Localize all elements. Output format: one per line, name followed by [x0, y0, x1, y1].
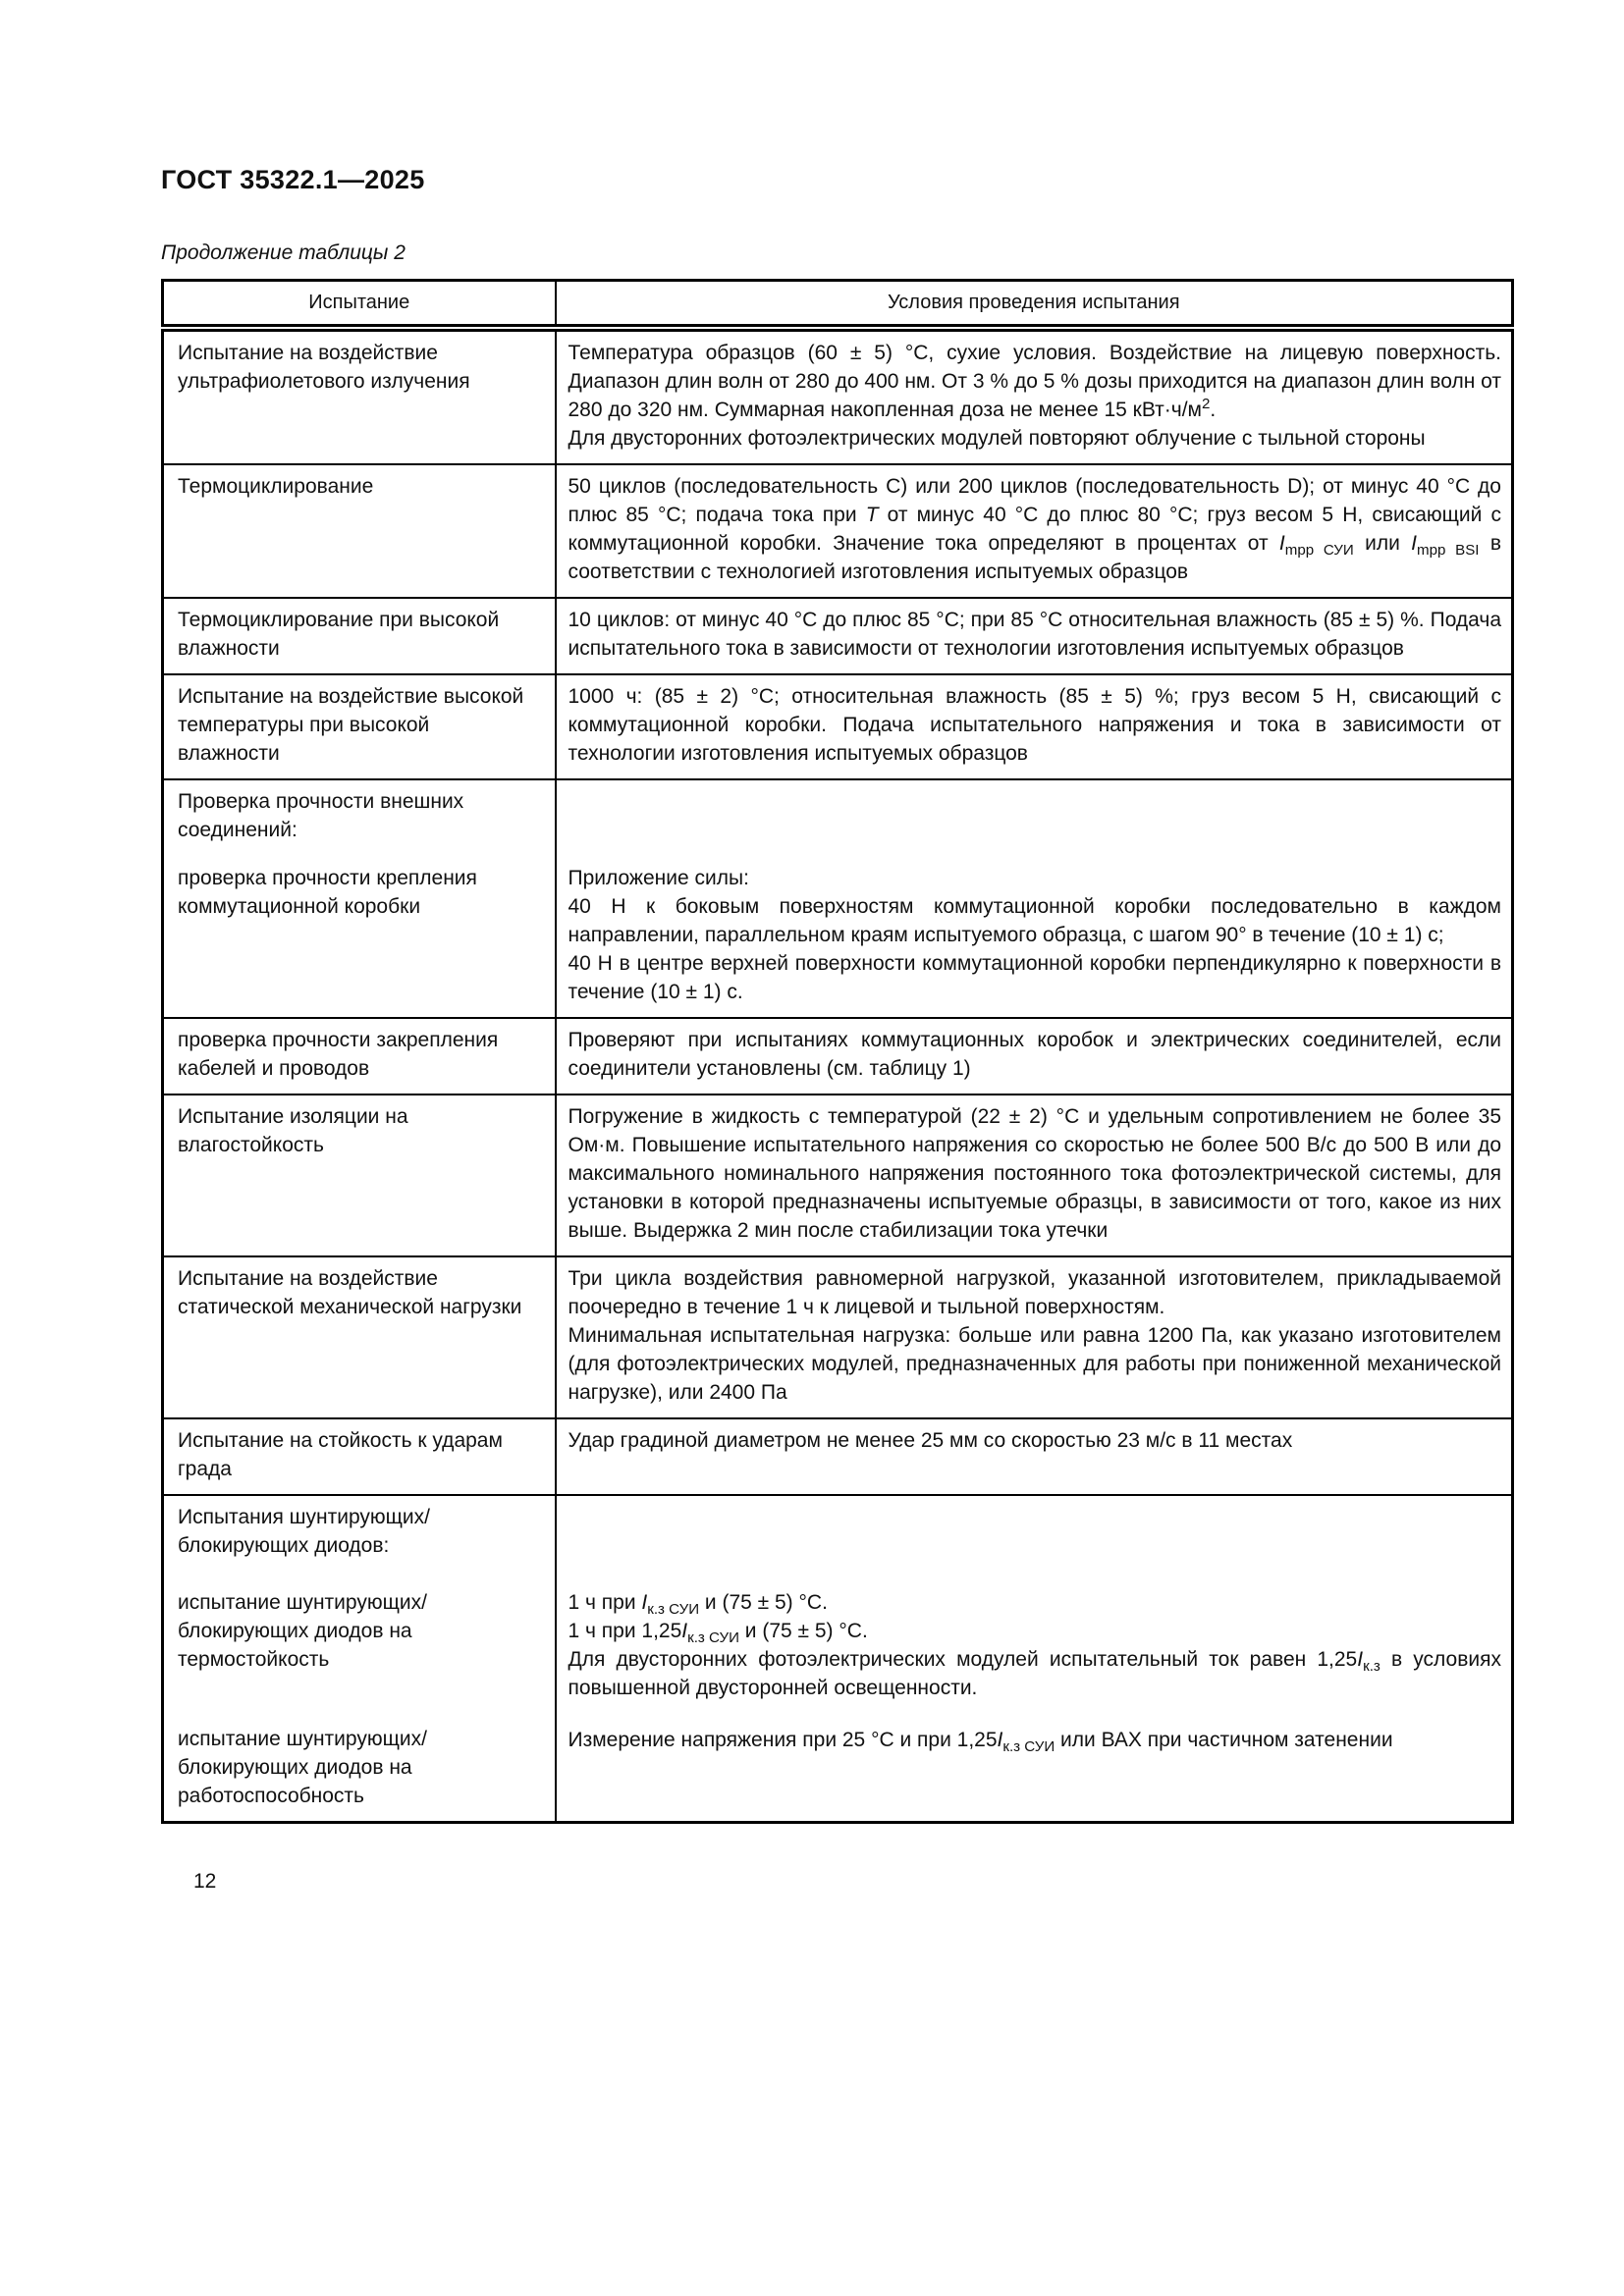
table-header-row — [163, 281, 1513, 329]
table-row-diode-tests — [163, 1495, 1513, 1823]
test-name-cell: Испытание на воздействие высокой температуры при высокой влажности — [163, 674, 556, 779]
table-row-damp-heat — [163, 674, 1513, 779]
test-name-cell: Испытания шунтирующих/блокирующих диодов: испытание шунтирующих/блокирующих диодов на термостойкость испытание шунтирующих/блокирующих диодов на работоспособность — [163, 1495, 556, 1823]
test-name-cell: проверка прочности закрепления кабелей и проводов — [163, 1018, 556, 1095]
column-header-test: Испытание — [163, 281, 556, 329]
standard-number-header: ГОСТ 35322.1—2025 — [161, 165, 425, 194]
test-conditions-cell: Удар градиной диаметром не менее 25 мм со скоростью 23 м/с в 11 местах — [556, 1418, 1513, 1495]
table-row-humid-thermal-cycling — [163, 598, 1513, 674]
table-row-thermal-cycling — [163, 464, 1513, 598]
table-row-uv-test — [163, 328, 1513, 464]
test-conditions-cell: 10 циклов: от минус 40 °C до плюс 85 °C; при 85 °C относительная влажность (85 ± 5) %. Подача испытательного тока в зависимости от технологии изготовления испытуемых образцов — [556, 598, 1513, 674]
test-name-cell: Проверка прочности внешних соединений: проверка прочности крепления коммутационной коробки — [163, 779, 556, 1018]
test-name-cell: Термоциклирование — [163, 464, 556, 598]
test-conditions-cell: 1000 ч: (85 ± 2) °C; относительная влажность (85 ± 5) %; груз весом 5 Н, свисающий с коммутационной коробки. Подача испытательного напряжения и тока в зависимости от технологии изготовления испытуемых образцов — [556, 674, 1513, 779]
test-conditions-cell: 50 циклов (последовательность C) или 200 циклов (последовательность D); от минус 40 °C до плюс 85 °C; подача тока при T от минус 40 °C до плюс 80 °C; груз весом 5 Н, свисающий с коммутационной коробки. Значение тока определяют в процентах от $I_{mpp СУИ}$ или $I_{mpp BSI}$ в соответствии с технологией изготовления испытуемых образцов — [556, 464, 1513, 598]
page-number: 12 — [193, 1870, 217, 1893]
table-caption: Продолжение таблицы 2 — [161, 241, 406, 264]
test-conditions-cell: Погружение в жидкость с температурой (22 ± 2) °C и удельным сопротивлением не более 35 Ом·м. Повышение испытательного напряжения со скоростью не более 500 В/с до 500 В или до максимального номинального напряжения постоянного тока фотоэлектрической системы, для установки в которой предназначены испытуемые образцы, в зависимости от того, какое из них выше. Выдержка 2 мин после стабилизации тока утечки — [556, 1095, 1513, 1256]
test-name-cell: Испытание на воздействие статической механической нагрузки — [163, 1256, 556, 1418]
test-conditions-cell: Температура образцов (60 ± 5) °C, сухие условия. Воздействие на лицевую поверхность. Диапазон длин волн от 280 до 400 нм. От 3 % до 5 % дозы приходится на диапазон длин волн от 280 до 320 нм. Суммарная накопленная доза не менее 15 $кВт\cdot ч/м^2$. Для двусторонних фотоэлектрических модулей повторяют облучение с тыльной стороны — [556, 328, 1513, 464]
column-header-conditions: Условия проведения испытания — [556, 281, 1513, 329]
table-row-wet-insulation — [163, 1095, 1513, 1256]
table-row-hail-impact — [163, 1418, 1513, 1495]
test-name-cell: Испытание на воздействие ультрафиолетового излучения — [163, 328, 556, 464]
test-name-cell: Термоциклирование при высокой влажности — [163, 598, 556, 674]
test-conditions-cell: Три цикла воздействия равномерной нагрузкой, указанной изготовителем, прикладываемой поочередно в течение 1 ч к лицевой и тыльной поверхностям. Минимальная испытательная нагрузка: больше или равна 1200 Па, как указано изготовителем (для фотоэлектрических модулей, предназначенных для работы при пониженной механической нагрузке), или 2400 Па — [556, 1256, 1513, 1418]
test-conditions-cell: 1 ч при $I_{к.з СУИ}$ и (75 ± 5) °C. 1 ч при $1,25I_{к.з СУИ}$ и (75 ± 5) °C. Для двусторонних фотоэлектрических модулей испытательный ток равен $1,25I_{к.з}$ в условиях повышенной двусторонней освещенности. Измерение напряжения при 25 °C и при $1,25I_{к.з СУИ}$ или ВАХ при частичном затенении — [556, 1495, 1513, 1823]
test-conditions-cell: Проверяют при испытаниях коммутационных коробок и электрических соединителей, если соединители установлены (см. таблицу 1) — [556, 1018, 1513, 1095]
test-name-cell: Испытание изоляции на влагостойкость — [163, 1095, 556, 1256]
test-conditions-table — [161, 279, 1514, 1824]
table-row-static-load — [163, 1256, 1513, 1418]
table-row-terminal-robustness — [163, 779, 1513, 1018]
test-conditions-cell: Приложение силы: 40 Н к боковым поверхностям коммутационной коробки последовательно в каждом направлении, параллельном краям испытуемого образца, с шагом 90° в течение (10 ± 1) с; 40 Н в центре верхней поверхности коммутационной коробки перпендикулярно к поверхности в течение (10 ± 1) с. — [556, 779, 1513, 1018]
test-name-cell: Испытание на стойкость к ударам града — [163, 1418, 556, 1495]
table-row-cable-retention — [163, 1018, 1513, 1095]
